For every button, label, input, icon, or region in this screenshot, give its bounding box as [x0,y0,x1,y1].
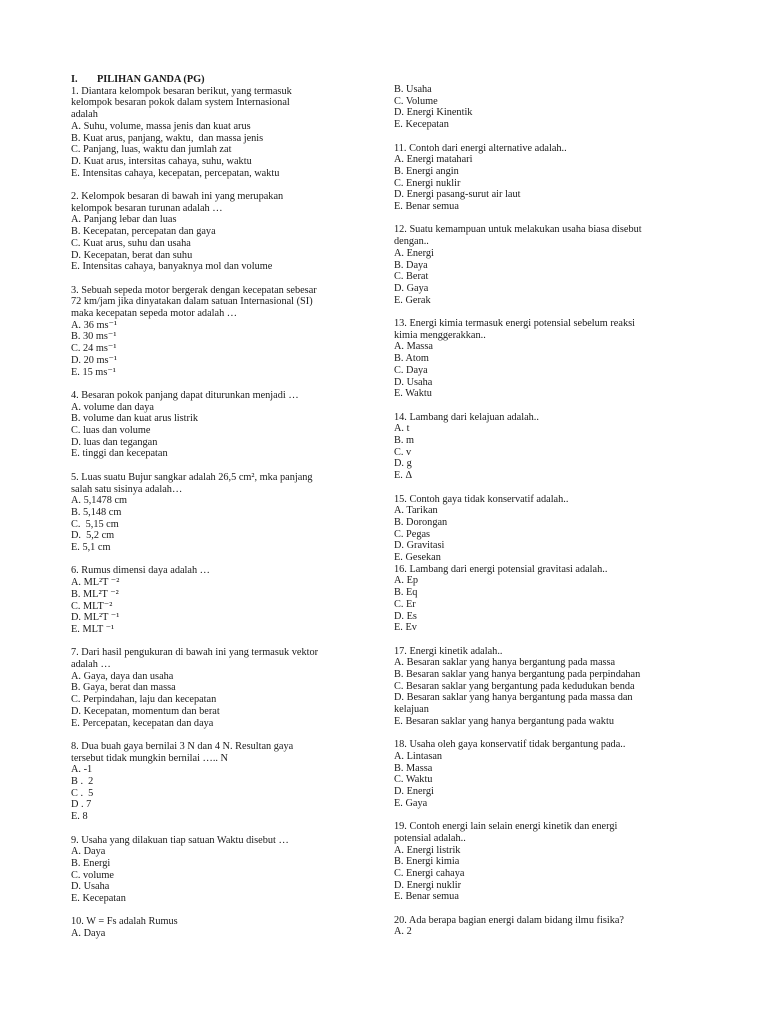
question-line: E. Kecepatan [394,119,449,131]
question-line: C. MLT⁻² [71,600,113,612]
question-line: B. Energi [71,857,111,869]
question-line: A. -1 [71,764,93,776]
question-line: A. Ep [394,575,419,587]
question-line: dengan.. [394,236,429,248]
question-line: A. Lintasan [394,750,443,762]
question-line: A. Panjang lebar dan luas [71,214,177,226]
question-line: potensial adalah.. [394,832,466,844]
question-block [394,318,704,400]
question-text: B. Usaha [394,84,432,95]
question-line: B. Massa [394,762,433,774]
question-text: 1. Diantara kelompok besaran berikut, yang termasuk [71,85,292,97]
question-line: E. Besaran saklar yang hanya bergantung pada waktu [394,715,614,727]
question-block [71,835,371,905]
question-line: D. Kecepatan, berat dan suhu [71,249,193,261]
question-line: E. Ev [394,622,417,634]
question-line: C. Besaran saklar yang bergantung pada kedudukan benda [394,680,635,692]
question-line: C. Kuat arus, suhu dan usaha [71,237,191,249]
question-line: C. Berat [394,271,429,283]
question-line: E. Gesekan [394,552,441,564]
question-line: A. Energi matahari [394,154,473,166]
question-block [71,191,371,273]
question-block [394,84,704,131]
question-line: A. Daya [71,928,106,940]
question-line: adalah … [71,659,111,671]
question-line: A. 36 ms⁻¹ [71,319,117,331]
question-line: C. Energi cahaya [394,867,465,879]
question-line: E. Δ [394,470,413,482]
question-line: C . 5 [71,787,94,799]
question-line: A. Gaya, daya dan usaha [71,670,174,682]
question-line: C. Er [394,598,416,610]
question-text: 7. Dari hasil pengukuran di bawah ini yang termasuk vektor [71,647,319,659]
question-text: 17. Energi kinetik adalah.. [394,645,503,657]
question-text: 3. Sebuah sepeda motor bergerak dengan kecepatan sebesar [71,284,317,296]
question-block [394,915,704,938]
question-line: E. Percepatan, kecepatan dan daya [71,717,214,729]
question-line: E. Kecepatan [71,893,126,905]
question-line: D. Gaya [394,282,429,294]
question-line: D. 20 ms⁻¹ [71,354,117,366]
question-line: B. 30 ms⁻¹ [71,331,117,343]
question-line: E. Gaya [394,797,428,809]
question-line: D. ML²T ⁻¹ [71,612,120,624]
right-column [394,84,704,950]
question-block [394,143,704,213]
question-text: 14. Lambang dari kelajuan adalah.. [394,411,539,423]
question-line: kelompok besaran turunan adalah … [71,202,223,214]
question-line: D. Es [394,610,417,622]
question-line: E. Gerak [394,294,431,306]
left-question-list [71,86,371,940]
question-line: D. Energi Kinentik [394,107,473,119]
question-line: A. Energi [394,247,434,259]
question-text: 12. Suatu kemampuan untuk melakukan usaha biasa disebut [394,224,642,236]
question-block [394,224,704,306]
question-line: kelajuan [394,704,429,716]
question-line: D . 7 [71,799,92,811]
question-line: E. Intensitas cahaya, kecepatan, percepatan, waktu [71,167,280,179]
question-line: B. m [394,435,415,447]
question-line: maka kecepatan sepeda motor adalah … [71,308,238,320]
question-line: C. luas dan volume [71,425,151,437]
question-line: C. Panjang, luas, waktu dan jumlah zat [71,144,232,156]
question-line: B. Dorongan [394,516,448,528]
question-text: 15. Contoh gaya tidak konservatif adalah.. [394,493,569,505]
section-title: PILIHAN GANDA (PG) [97,74,205,85]
question-text: 2. Kelompok besaran di bawah ini yang merupakan [71,191,284,203]
question-block [71,472,371,554]
question-line: 72 km/jam jika dinyatakan dalam satuan Internasional (SI) [71,296,313,308]
question-line: A. 2 [394,926,412,938]
question-block [394,564,704,634]
question-text: 5. Luas suatu Bujur sangkar adalah 26,5 cm², mka panjang [71,471,313,483]
question-line: D. luas dan tegangan [71,436,158,448]
question-line: C. volume [71,869,114,881]
question-line: D. Usaha [394,376,433,388]
question-line: D. 5,2 cm [71,530,115,542]
question-line: D. Kuat arus, intersitas cahaya, suhu, waktu [71,155,252,167]
question-line: B. ML²T ⁻² [71,588,119,600]
question-line: adalah [71,109,98,121]
question-text: 13. Energi kimia termasuk energi potensial sebelum reaksi [394,318,635,330]
question-text: 16. Lambang dari energi potensial gravitasi adalah.. [394,563,608,575]
question-line: B. Eq [394,587,418,599]
question-text: 9. Usaha yang dilakuan tiap satuan Waktu disebut … [71,834,289,846]
question-block [394,739,704,809]
question-line: D. Energi [394,786,434,798]
question-line: B. Kuat arus, panjang, waktu, dan massa jenis [71,132,264,144]
question-line: E. 15 ms⁻¹ [71,366,116,378]
question-line: D. Energi pasang-surut air laut [394,189,521,201]
question-line: D. Kecepatan, momentum dan berat [71,705,220,717]
question-line: salah satu sisinya adalah… [71,483,183,495]
question-line: B. Energi kimia [394,856,460,868]
question-block [71,285,371,379]
question-line: C. Pegas [394,528,431,540]
question-line: A. Massa [394,341,433,353]
question-line: D. Besaran saklar yang hanya bergantung pada massa dan [394,692,633,704]
question-line: B. Gaya, berat dan massa [71,682,176,694]
question-line: B. Atom [394,353,429,365]
question-line: A. Tarikan [394,505,438,517]
question-text: 11. Contoh dari energi alternative adalah.. [394,142,567,154]
question-line: kelompok besaran pokok dalam system Internasional [71,97,290,109]
question-line: A. 5,1478 cm [71,495,128,507]
question-block [71,565,371,635]
question-line: D. g [394,458,412,470]
question-line: A. Suhu, volume, massa jenis dan kuat arus [71,120,251,132]
question-line: E. Benar semua [394,201,459,213]
question-line: E. Waktu [394,388,432,400]
question-line: C. 24 ms⁻¹ [71,343,117,355]
question-line: A. t [394,423,410,435]
question-block [394,494,704,564]
question-block [71,741,371,823]
question-line: C. Daya [394,364,428,376]
question-line: tersebut tidak mungkin bernilai ….. N [71,752,228,764]
question-line: C. 5,15 cm [71,518,119,530]
question-text: 4. Besaran pokok panjang dapat diturunkan menjadi … [71,389,299,401]
left-column [71,74,371,952]
question-line: B. Energi angin [394,165,459,177]
question-block [394,646,704,728]
question-line: E. 5,1 cm [71,542,111,554]
question-line: C. Volume [394,95,438,107]
question-line: A. ML²T ⁻² [71,577,120,589]
question-line: kimia menggerakkan.. [394,329,486,341]
section-heading [71,74,371,86]
question-block [394,412,704,482]
question-line: C. Energi nuklir [394,177,461,189]
question-line: D. Gravitasi [394,540,445,552]
question-line: B. Besaran saklar yang hanya bergantung pada perpindahan [394,669,641,681]
question-line: D. Usaha [71,881,110,893]
question-text: 20. Ada berapa bagian energi dalam bidang ilmu fisika? [394,914,624,926]
question-line: E. Benar semua [394,891,459,903]
question-line: E. Intensitas cahaya, banyaknya mol dan volume [71,261,273,273]
question-line: E. MLT ⁻¹ [71,623,115,635]
question-block [71,916,371,939]
question-line: B . 2 [71,776,94,788]
question-text: 18. Usaha oleh gaya konservatif tidak bergantung pada.. [394,739,626,751]
question-line: B. volume dan kuat arus listrik [71,413,198,425]
question-line: A. Daya [71,846,106,858]
question-block [394,821,704,903]
question-line: B. Daya [394,259,428,271]
question-line: B. Kecepatan, percepatan dan gaya [71,226,216,238]
question-block [71,86,371,180]
right-question-list [394,84,704,938]
question-line: C. Waktu [394,774,433,786]
question-text: 19. Contoh energi lain selain energi kinetik dan energi [394,821,618,833]
question-line: B. 5,148 cm [71,506,122,518]
question-line: E. tinggi dan kecepatan [71,448,168,460]
section-number: I. [71,74,78,85]
question-line: D. Energi nuklir [394,879,462,891]
question-line: A. volume dan daya [71,401,154,413]
question-line: A. Energi listrik [394,844,461,856]
question-text: 10. W = Fs adalah Rumus [71,916,178,928]
question-line: C. v [394,446,412,458]
question-text: 6. Rumus dimensi daya adalah … [71,565,210,577]
question-line: C. Perpindahan, laju dan kecepatan [71,694,217,706]
question-line: E. 8 [71,811,88,823]
question-line: A. Besaran saklar yang hanya bergantung pada massa [394,657,616,669]
question-text: 8. Dua buah gaya bernilai 3 N dan 4 N. Resultan gaya [71,740,294,752]
question-block [71,390,371,460]
question-block [71,647,371,729]
